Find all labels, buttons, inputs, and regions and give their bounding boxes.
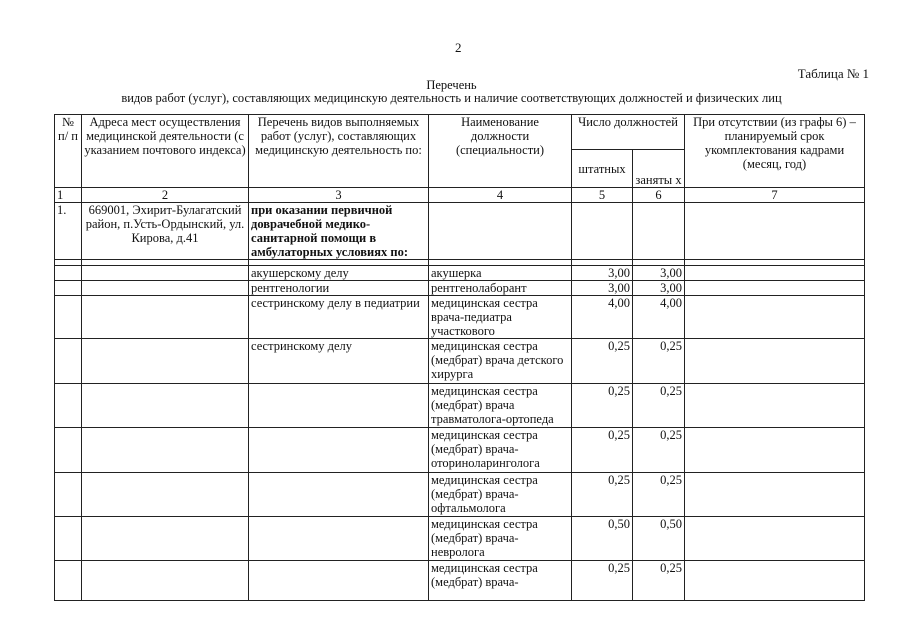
address-cell [82, 281, 249, 296]
row-number [55, 473, 82, 517]
position-cell: медицинская сестра (медбрат) врача травматолога-ортопеда [429, 384, 572, 428]
table-row [55, 428, 865, 473]
row-number [55, 428, 82, 473]
column-number: 2 [82, 188, 249, 203]
table-row [55, 384, 865, 428]
occupied-count-cell: 0,25 [633, 428, 685, 473]
column-number: 7 [685, 188, 865, 203]
address-cell [82, 517, 249, 561]
occupied-count-cell: 0,25 [633, 561, 685, 601]
staff-count-cell: 0,25 [572, 428, 633, 473]
occupied-count-cell: 0,25 [633, 339, 685, 384]
header-occupied: заняты х [633, 150, 685, 188]
row-number [55, 281, 82, 296]
row-number [55, 517, 82, 561]
staff-count-cell: 0,25 [572, 561, 633, 601]
work-type-cell [249, 517, 429, 561]
column-number: 1 [55, 188, 82, 203]
position-cell: акушерка [429, 266, 572, 281]
position-cell: медицинская сестра (медбрат) врача- [429, 561, 572, 601]
work-type-cell: акушерскому делу [249, 266, 429, 281]
occupied-count-cell [633, 203, 685, 260]
staff-count-cell: 0,25 [572, 339, 633, 384]
staff-count-cell: 0,25 [572, 384, 633, 428]
position-cell: рентгенолаборант [429, 281, 572, 296]
address-cell [82, 384, 249, 428]
header-count: Число должностей [572, 115, 685, 150]
header-address: Адреса мест осуществления медицинской деятельности (с указанием почтового индекса) [82, 115, 249, 188]
table-row [55, 517, 865, 561]
address-cell [82, 296, 249, 339]
header-position: Наименование должности (специальности) [429, 115, 572, 188]
document-title: Перечень [426, 78, 477, 92]
row-number [55, 266, 82, 281]
table-label: Таблица № 1 [797, 66, 869, 81]
address-cell [82, 561, 249, 601]
occupied-count-cell: 3,00 [633, 281, 685, 296]
table-row [55, 339, 865, 384]
position-cell: медицинская сестра (медбрат) врача-офтальмолога [429, 473, 572, 517]
work-type-cell [249, 473, 429, 517]
row-number [55, 561, 82, 601]
row-number [55, 384, 82, 428]
position-cell: медицинская сестра (медбрат) врача детского хирурга [429, 339, 572, 384]
occupied-count-cell: 0,25 [633, 473, 685, 517]
planned-date-cell [685, 339, 865, 384]
occupied-count-cell: 4,00 [633, 296, 685, 339]
table-row [55, 296, 865, 339]
table-row [55, 203, 865, 260]
occupied-count-cell: 0,50 [633, 517, 685, 561]
staff-count-cell: 0,25 [572, 473, 633, 517]
staff-count-cell: 4,00 [572, 296, 633, 339]
column-number-row [55, 188, 865, 203]
address-cell [82, 428, 249, 473]
address-cell: 669001, Эхирит-Булагатский район, п.Усть-Ордынский, ул. Кирова, д.41 [82, 203, 249, 260]
address-cell [82, 266, 249, 281]
table-row [55, 266, 865, 281]
header-staff: штатных [572, 150, 633, 188]
planned-date-cell [685, 428, 865, 473]
work-type-cell [249, 561, 429, 601]
position-cell [429, 203, 572, 260]
header-planned: При отсутствии (из графы 6) – планируемый срок укомплектования кадрами (месяц, год) [685, 115, 865, 188]
work-type-cell: при оказании первичной доврачебной медико-санитарной помощи в амбулаторных условиях по: [249, 203, 429, 260]
staff-count-cell: 3,00 [572, 281, 633, 296]
table-row [55, 281, 865, 296]
planned-date-cell [685, 384, 865, 428]
row-number [55, 339, 82, 384]
works-table [54, 114, 865, 601]
document-subtitle: видов работ (услуг), составляющих медицинскую деятельность и наличие соответствующих должностей и физических лиц [121, 91, 782, 105]
planned-date-cell [685, 473, 865, 517]
occupied-count-cell: 3,00 [633, 266, 685, 281]
work-type-cell [249, 384, 429, 428]
header-works: Перечень видов выполняемых работ (услуг), составляющих медицинскую деятельность по: [249, 115, 429, 188]
work-type-cell: рентгенологии [249, 281, 429, 296]
row-number [55, 296, 82, 339]
position-cell: медицинская сестра (медбрат) врача-невролога [429, 517, 572, 561]
column-number: 5 [572, 188, 633, 203]
position-cell: медицинская сестра врача-педиатра участкового [429, 296, 572, 339]
address-cell [82, 339, 249, 384]
planned-date-cell [685, 281, 865, 296]
staff-count-cell: 0,50 [572, 517, 633, 561]
position-cell: медицинская сестра (медбрат) врача-оториноларинголога [429, 428, 572, 473]
table-row [55, 473, 865, 517]
planned-date-cell [685, 203, 865, 260]
column-number: 4 [429, 188, 572, 203]
row-number: 1. [55, 203, 82, 260]
work-type-cell [249, 428, 429, 473]
planned-date-cell [685, 561, 865, 601]
planned-date-cell [685, 296, 865, 339]
planned-date-cell [685, 517, 865, 561]
planned-date-cell [685, 266, 865, 281]
address-cell [82, 473, 249, 517]
header-num: № п/ п [55, 115, 82, 188]
staff-count-cell [572, 203, 633, 260]
staff-count-cell: 3,00 [572, 266, 633, 281]
header-row [55, 115, 865, 150]
work-type-cell: сестринскому делу в педиатрии [249, 296, 429, 339]
work-type-cell: сестринскому делу [249, 339, 429, 384]
page-number: 2 [455, 40, 462, 55]
table-row [55, 561, 865, 601]
column-number: 3 [249, 188, 429, 203]
column-number: 6 [633, 188, 685, 203]
occupied-count-cell: 0,25 [633, 384, 685, 428]
